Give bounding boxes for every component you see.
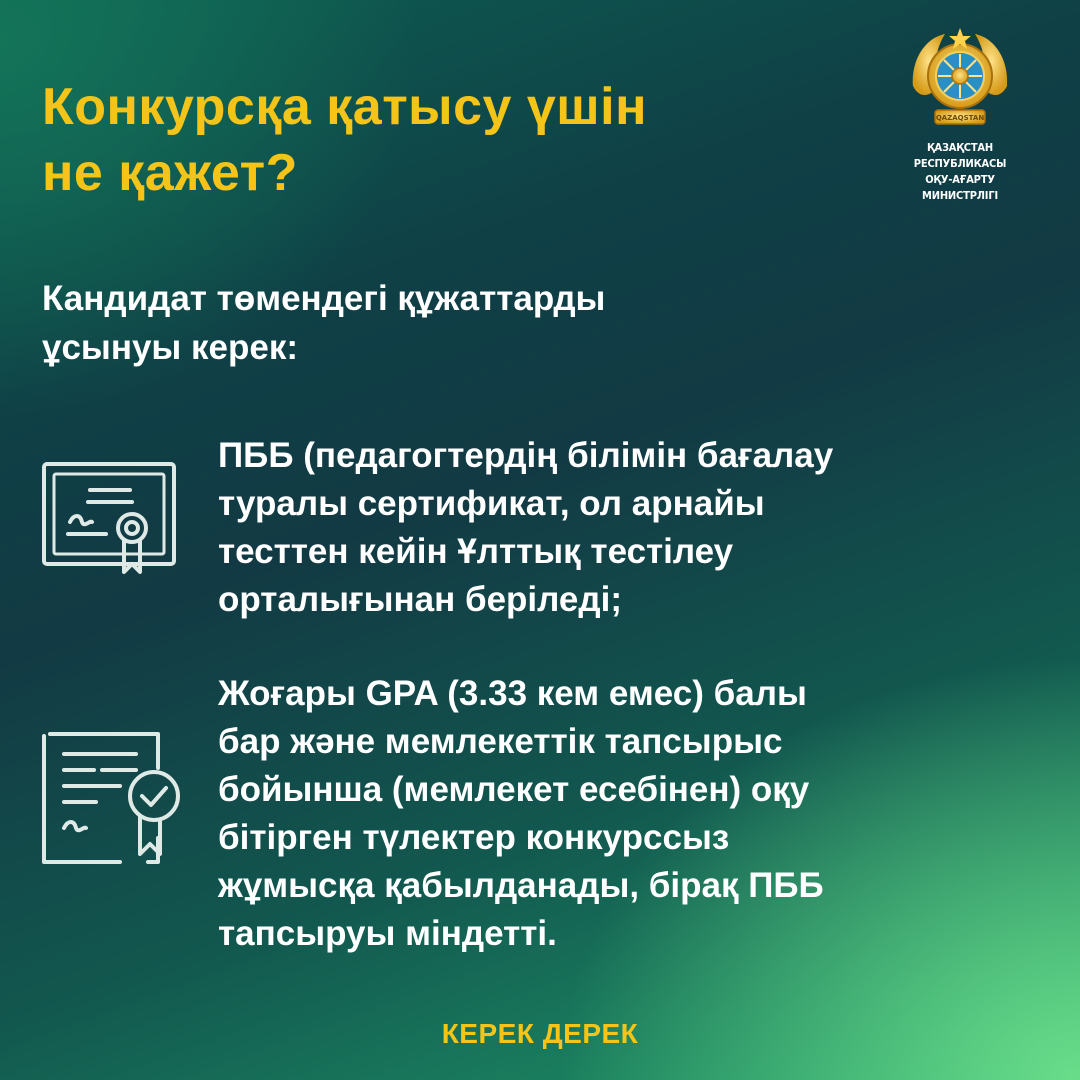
emblem-icon [905, 24, 1015, 134]
ministry-caption-line2: ОҚУ-АҒАРТУ МИНИСТРЛІГІ [922, 173, 998, 202]
ministry-caption-line1: ҚАЗАҚСТАН РЕСПУБЛИКАСЫ [913, 141, 1007, 170]
requirement-text-2: Жоғары GPA (3.33 кем емес) балы бар және мемлекеттік тапсырыс бойынша (мемлекет есебінен) оқу бітірген түлектер конкурссыз жұмысқа қабылданады, бірақ ПББ тапсыруы міндетті. [218, 674, 824, 953]
diploma-check-icon [40, 728, 185, 873]
intro-text: Кандидат төмендегі құжаттарды ұсынуы керек: [42, 279, 606, 367]
ministry-caption [888, 140, 1032, 204]
seal-text: QAZAQSTAN [935, 114, 985, 122]
footer-brand: КЕРЕК ДЕРЕК [441, 1018, 639, 1049]
page-title: Конкурсқа қатысу үшін не қажет? [42, 78, 647, 202]
certificate-icon [40, 460, 180, 590]
state-emblem [880, 24, 1040, 204]
requirement-text-1: ПББ (педагогтердің білімін бағалау туралы сертификат, ол арнайы тесттен кейін Ұлттық тестілеу орталығынан беріледі; [218, 436, 834, 619]
